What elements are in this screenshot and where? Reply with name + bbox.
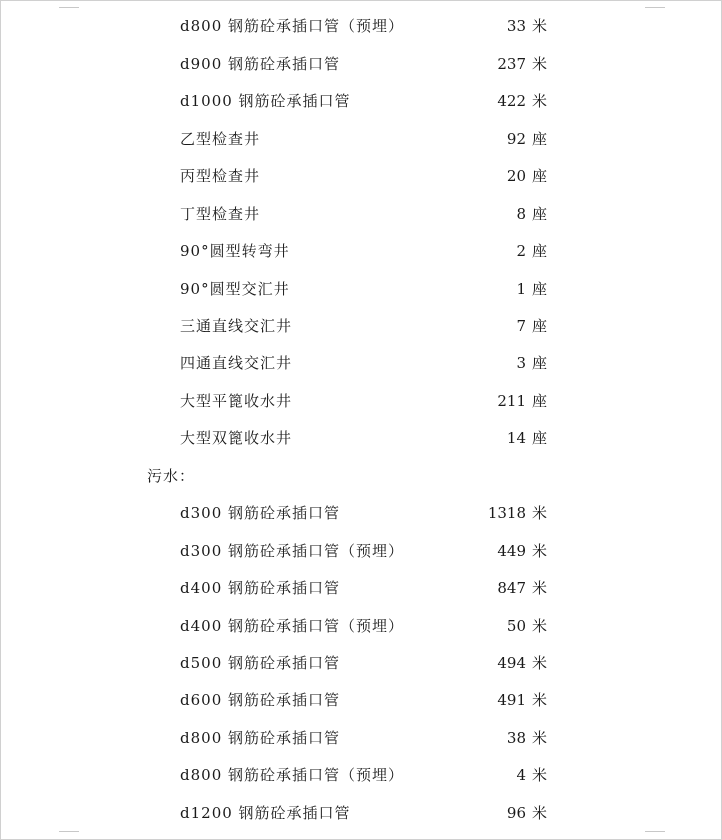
item-quantity: 50 — [506, 617, 526, 635]
item-label: d600 钢筋砼承插口管 — [180, 691, 341, 709]
list-item — [1, 389, 722, 413]
item-quantity: 20 — [506, 167, 526, 185]
list-item — [1, 14, 722, 38]
list-item — [1, 52, 722, 76]
item-label: d800 钢筋砼承插口管（预埋） — [180, 17, 405, 35]
item-quantity: 491 — [497, 691, 526, 709]
item-unit: 米 — [532, 17, 548, 35]
item-unit: 米 — [532, 617, 548, 635]
section-heading-sewage: 污水： — [147, 467, 196, 485]
item-unit: 米 — [532, 804, 548, 822]
item-label: d400 钢筋砼承插口管（预埋） — [180, 617, 405, 635]
item-label: 三通直线交汇井 — [180, 317, 293, 335]
item-quantity: 1 — [516, 280, 526, 298]
list-item — [1, 277, 722, 301]
item-quantity: 237 — [497, 55, 526, 73]
item-unit: 座 — [532, 317, 548, 335]
item-quantity: 14 — [506, 429, 526, 447]
list-item — [1, 351, 722, 375]
item-unit: 座 — [532, 280, 548, 298]
item-quantity: 1318 — [487, 504, 526, 522]
item-label: 丁型检查井 — [180, 205, 261, 223]
crop-mark-bottom-left — [59, 831, 79, 832]
item-label: 90°圆型转弯井 — [180, 242, 290, 260]
list-item — [1, 426, 722, 450]
item-label: d500 钢筋砼承插口管 — [180, 654, 341, 672]
item-unit: 米 — [532, 729, 548, 747]
item-unit: 米 — [532, 691, 548, 709]
item-label: d1000 钢筋砼承插口管 — [180, 92, 351, 110]
list-item — [1, 501, 722, 525]
list-item — [1, 726, 722, 750]
item-quantity: 33 — [506, 17, 526, 35]
item-quantity: 494 — [497, 654, 526, 672]
list-item — [1, 688, 722, 712]
crop-mark-top-left — [59, 7, 79, 8]
item-unit: 座 — [532, 205, 548, 223]
item-quantity: 7 — [516, 317, 526, 335]
item-label: d800 钢筋砼承插口管（预埋） — [180, 766, 405, 784]
item-quantity: 3 — [516, 354, 526, 372]
list-item — [1, 801, 722, 825]
item-label: d300 钢筋砼承插口管 — [180, 504, 341, 522]
list-item — [1, 314, 722, 338]
item-unit: 座 — [532, 130, 548, 148]
item-label: d400 钢筋砼承插口管 — [180, 579, 341, 597]
item-label: d1200 钢筋砼承插口管 — [180, 804, 351, 822]
item-label: 90°圆型交汇井 — [180, 280, 290, 298]
item-label: 丙型检查井 — [180, 167, 261, 185]
item-quantity: 96 — [506, 804, 526, 822]
item-unit: 米 — [532, 55, 548, 73]
item-label: d900 钢筋砼承插口管 — [180, 55, 341, 73]
item-quantity: 92 — [506, 130, 526, 148]
item-unit: 座 — [532, 354, 548, 372]
item-unit: 米 — [532, 92, 548, 110]
item-quantity: 422 — [497, 92, 526, 110]
item-unit: 座 — [532, 167, 548, 185]
list-item — [1, 614, 722, 638]
item-unit: 米 — [532, 542, 548, 560]
item-unit: 米 — [532, 579, 548, 597]
list-item — [1, 239, 722, 263]
item-unit: 米 — [532, 766, 548, 784]
crop-mark-bottom-right — [645, 831, 665, 832]
list-item — [1, 127, 722, 151]
item-unit: 座 — [532, 392, 548, 410]
list-item — [1, 164, 722, 188]
item-unit: 米 — [532, 504, 548, 522]
item-quantity: 4 — [516, 766, 526, 784]
item-quantity: 847 — [497, 579, 526, 597]
item-unit: 座 — [532, 242, 548, 260]
item-unit: 座 — [532, 429, 548, 447]
item-label: 大型双篦收水井 — [180, 429, 293, 447]
list-item — [1, 202, 722, 226]
list-item — [1, 651, 722, 675]
item-label: 大型平篦收水井 — [180, 392, 293, 410]
list-item — [1, 576, 722, 600]
list-item — [1, 89, 722, 113]
list-item — [1, 763, 722, 787]
item-quantity: 449 — [497, 542, 526, 560]
item-quantity: 211 — [497, 392, 526, 410]
item-quantity: 2 — [516, 242, 526, 260]
item-label: d800 钢筋砼承插口管 — [180, 729, 341, 747]
crop-mark-top-right — [645, 7, 665, 8]
item-label: d300 钢筋砼承插口管（预埋） — [180, 542, 405, 560]
list-item — [1, 539, 722, 563]
item-quantity: 8 — [516, 205, 526, 223]
item-quantity: 38 — [506, 729, 526, 747]
item-label: 乙型检查井 — [180, 130, 261, 148]
item-unit: 米 — [532, 654, 548, 672]
item-label: 四通直线交汇井 — [180, 354, 293, 372]
